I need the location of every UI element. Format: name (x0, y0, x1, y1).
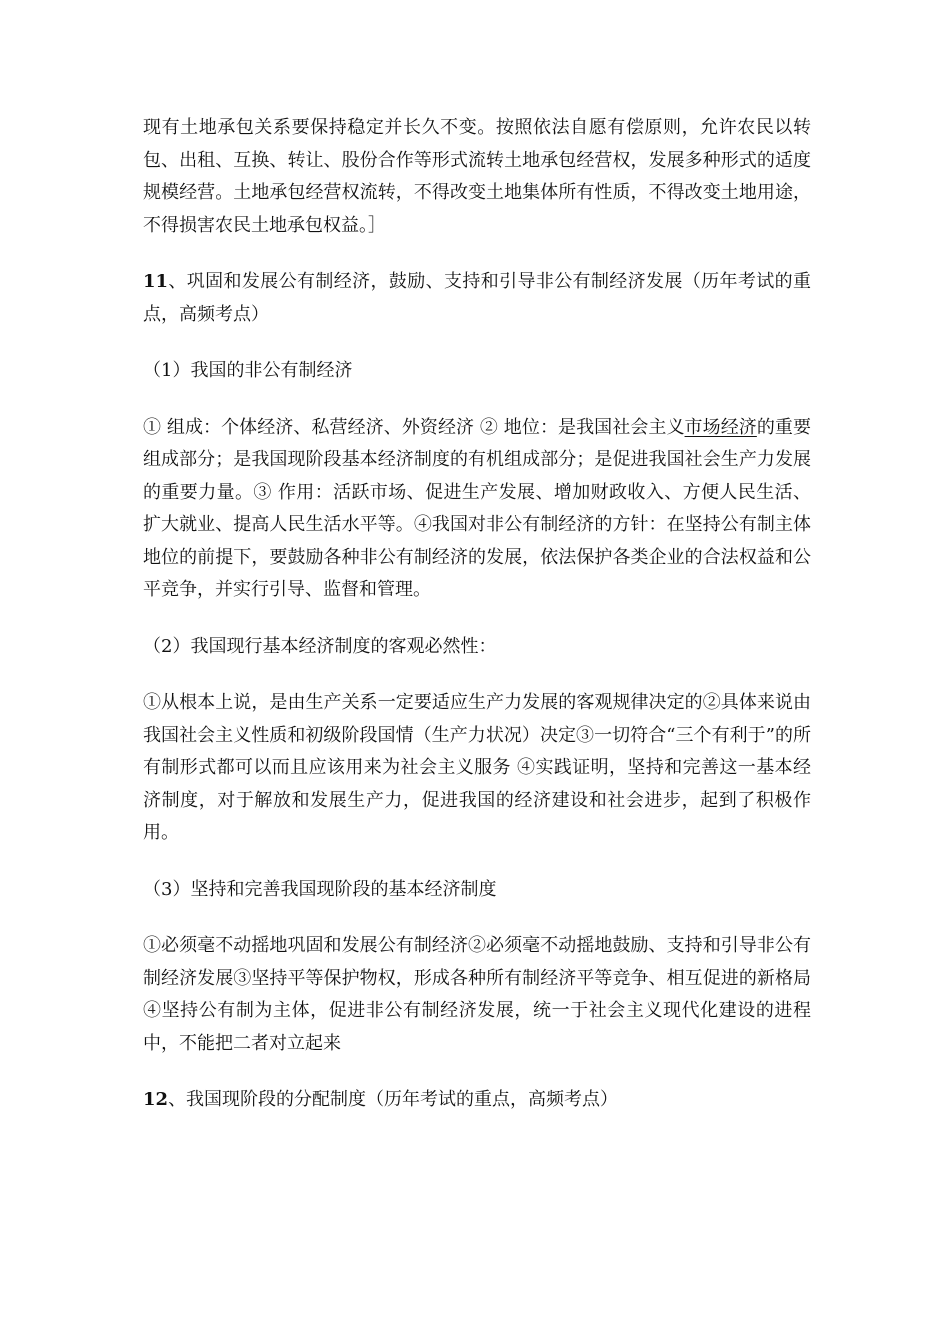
document-page (143, 112, 811, 1117)
heading-text-11: 、巩固和发展公有制经济，鼓励、支持和引导非公有制经济发展（历年考试的重点，高频考点） (143, 271, 811, 325)
paragraph-uphold-system: ①必须毫不动摇地巩固和发展公有制经济②必须毫不动摇地鼓励、支持和引导非公有制经济发展③坚持平等保护物权，形成各种所有制经济平等竞争、相互促进的新格局④坚持公有制为主体，促进非公有制经济发展，统一于社会主义现代化建设的进程中，不能把二者对立起来 (143, 935, 811, 1054)
heading-number-12: 12 (143, 1089, 169, 1110)
subheading-uphold-system: （3）坚持和完善我国现阶段的基本经济制度 (143, 878, 497, 900)
paragraph-non-public-economy (143, 412, 811, 607)
paragraph-necessity: ①从根本上说，是由生产关系一定要适应生产力发展的客观规律决定的②具体来说由我国社会主义性质和初级阶段国情（生产力状况）决定③一切符合“三个有利于”的所有制形式都可以而且应该用来为社会主义服务 ④实践证明，坚持和完善这一基本经济制度，对于解放和发展生产力，促进我国的经济建设和社会进步，起到了积极作用。 (143, 692, 811, 843)
heading-number-11: 11 (143, 271, 169, 292)
paragraph-part-b: 的重要组成部分；是我国现阶段基本经济制度的有机组成部分；是促进我国社会生产力发展的重要力量。③ 作用：活跃市场、促进生产发展、增加财政收入、方便人民生活、扩大就业、提高人民生活水平等。④我国对非公有制经济的方针：在坚持公有制主体地位的前提下，要鼓励各种非公有制经济的发展，依法保护各类企业的合法权益和公平竞争，并实行引导、监督和管理。 (143, 416, 812, 600)
paragraph-part-a: ① 组成：个体经济、私营经济、外资经济 ② 地位：是我国社会主义 (143, 416, 685, 438)
heading-section-11 (143, 266, 811, 331)
heading-section-12 (143, 1084, 811, 1117)
heading-text-12: 、我国现阶段的分配制度（历年考试的重点，高频考点） (168, 1089, 619, 1110)
paragraph-land-contract: 现有土地承包关系要保持稳定并长久不变。按照依法自愿有偿原则，允许农民以转包、出租、互换、转让、股份合作等形式流转土地承包经营权，发展多种形式的适度规模经营。土地承包经营权流转，不得改变土地集体所有性质，不得改变土地用途，不得损害农民土地承包权益。］ (143, 117, 811, 236)
subheading-necessity: （2）我国现行基本经济制度的客观必然性： (143, 635, 497, 657)
subheading-non-public-economy: （1）我国的非公有制经济 (143, 360, 353, 381)
market-economy-link[interactable]: 市场经济 (684, 416, 757, 438)
